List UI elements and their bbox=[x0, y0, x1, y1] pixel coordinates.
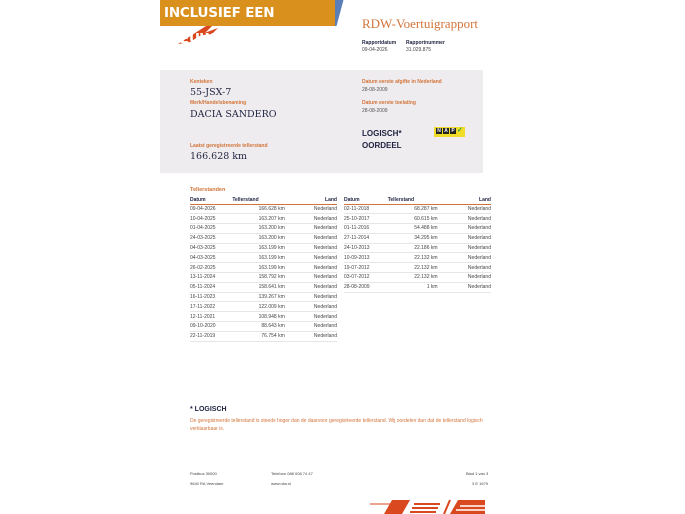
cell-country: Nederland bbox=[452, 204, 491, 214]
cell-reading: 163.200 km bbox=[232, 233, 298, 243]
cell-date: 05-11-2024 bbox=[190, 282, 232, 292]
cell-reading: 68.287 km bbox=[388, 204, 452, 214]
cell-country: Nederland bbox=[299, 253, 337, 263]
table-row bbox=[190, 292, 337, 302]
cell-reading: 54.488 km bbox=[388, 224, 452, 234]
table-row bbox=[190, 204, 337, 214]
footer-page: Blad 1 van 3 bbox=[466, 471, 489, 476]
cell-reading: 166.628 km bbox=[232, 204, 298, 214]
table-row bbox=[344, 214, 491, 224]
cell-reading: 22.132 km bbox=[388, 273, 452, 283]
col-date: Datum bbox=[190, 196, 232, 204]
cell-country: Nederland bbox=[299, 292, 337, 302]
table-row bbox=[190, 263, 337, 273]
report-number-label: Rapportnummer bbox=[406, 40, 445, 46]
table-row bbox=[190, 302, 337, 312]
table-row bbox=[190, 331, 337, 341]
table-row bbox=[190, 214, 337, 224]
odometer: 166.628 km bbox=[190, 151, 248, 162]
col-country: Land bbox=[452, 196, 491, 204]
cell-country: Nederland bbox=[452, 273, 491, 283]
verdict-label: OORDEEL bbox=[362, 141, 402, 150]
table-row bbox=[190, 224, 337, 234]
table-row bbox=[344, 253, 491, 263]
cell-country: Nederland bbox=[452, 253, 491, 263]
verdict-value: LOGISCH* bbox=[362, 129, 402, 138]
col-date: Datum bbox=[344, 196, 388, 204]
report-date: 09-04-2026 bbox=[362, 47, 388, 53]
nap-a: A bbox=[444, 128, 448, 134]
cell-date: 01-04-2025 bbox=[190, 224, 232, 234]
nap-p: P bbox=[451, 128, 455, 134]
cell-date: 19-07-2012 bbox=[344, 263, 388, 273]
cell-date: 24-03-2025 bbox=[190, 233, 232, 243]
cell-date: 27-11-2014 bbox=[344, 233, 388, 243]
cell-country: Nederland bbox=[452, 263, 491, 273]
cell-reading: 163.199 km bbox=[232, 243, 298, 253]
cell-reading: 1 km bbox=[388, 282, 452, 292]
col-reading: Tellerstand bbox=[388, 196, 452, 204]
cell-date: 25-10-2017 bbox=[344, 214, 388, 224]
cell-country: Nederland bbox=[299, 204, 337, 214]
table-row bbox=[190, 273, 337, 283]
cell-date: 28-08-2009 bbox=[344, 282, 388, 292]
cell-date: 16-11-2023 bbox=[190, 292, 232, 302]
first-nl-label: Datum eerste afgifte in Nederland bbox=[362, 79, 442, 85]
note-text: De geregistreerde tellerstand is steeds hoger dan de daarvoor geregistreerde tellerstand. Wij oordelen dan dat de tellerstand logisch verklaarbaar is. bbox=[190, 418, 483, 432]
first-admission-label: Datum eerste toelating bbox=[362, 100, 416, 106]
divider bbox=[200, 173, 483, 175]
footer-code: 3 E 1679 bbox=[472, 481, 489, 486]
plate: 55-JSX-7 bbox=[190, 87, 232, 98]
nap-logo-icon bbox=[434, 127, 465, 137]
table-row bbox=[344, 282, 491, 292]
cell-country: Nederland bbox=[299, 322, 337, 332]
cell-date: 24-10-2013 bbox=[344, 243, 388, 253]
cell-reading: 163.200 km bbox=[232, 224, 298, 234]
first-admission-date: 28-08-2009 bbox=[362, 108, 388, 114]
table-row bbox=[344, 243, 491, 253]
col-reading: Tellerstand bbox=[232, 196, 298, 204]
make: DACIA SANDERO bbox=[190, 109, 277, 120]
cell-reading: 22.186 km bbox=[388, 243, 452, 253]
promo-banner: INCLUSIEF EEN NIEUWE APK bbox=[160, 0, 335, 26]
cell-date: 02-11-2018 bbox=[344, 204, 388, 214]
cell-country: Nederland bbox=[299, 243, 337, 253]
cell-reading: 122.009 km bbox=[232, 302, 298, 312]
table-row bbox=[344, 224, 491, 234]
cell-date: 22-11-2019 bbox=[190, 331, 232, 341]
check-icon: ✓ bbox=[457, 127, 463, 134]
odometer-table-title: Tellerstanden bbox=[190, 187, 226, 193]
cell-date: 26-02-2025 bbox=[190, 263, 232, 273]
cell-country: Nederland bbox=[299, 273, 337, 283]
table-row bbox=[190, 282, 337, 292]
cell-reading: 163.199 km bbox=[232, 253, 298, 263]
footer-phone: Telefoon 088 008 74 47 bbox=[271, 471, 313, 476]
cell-country: Nederland bbox=[452, 243, 491, 253]
cell-reading: 22.132 km bbox=[388, 253, 452, 263]
cell-country: Nederland bbox=[299, 312, 337, 322]
footer-address-2: 9640 RA Veendam bbox=[190, 481, 224, 486]
cell-date: 10-04-2025 bbox=[190, 214, 232, 224]
cell-reading: 88.643 km bbox=[232, 322, 298, 332]
cell-country: Nederland bbox=[299, 282, 337, 292]
cell-date: 13-11-2024 bbox=[190, 273, 232, 283]
rdw-stripes-icon bbox=[370, 498, 485, 514]
col-country: Land bbox=[299, 196, 337, 204]
cell-country: Nederland bbox=[299, 263, 337, 273]
cell-country: Nederland bbox=[452, 214, 491, 224]
cell-date: 04-03-2025 bbox=[190, 253, 232, 263]
cell-country: Nederland bbox=[452, 282, 491, 292]
cell-date: 03-07-2012 bbox=[344, 273, 388, 283]
cell-reading: 76.754 km bbox=[232, 331, 298, 341]
cell-reading: 139.267 km bbox=[232, 292, 298, 302]
table-row bbox=[190, 253, 337, 263]
footer-website[interactable]: www.rdw.nl bbox=[271, 481, 292, 486]
table-row bbox=[344, 233, 491, 243]
first-nl-date: 28-08-2009 bbox=[362, 87, 388, 93]
cell-reading: 34.295 km bbox=[388, 233, 452, 243]
note-heading: * LOGISCH bbox=[190, 406, 227, 413]
cell-date: 01-11-2016 bbox=[344, 224, 388, 234]
cell-date: 04-03-2025 bbox=[190, 243, 232, 253]
nap-n: N bbox=[437, 128, 441, 134]
make-label: Merk/Handelsbenaming bbox=[190, 100, 247, 106]
odometer-label: Laatst geregistreerde tellerstand bbox=[190, 143, 268, 149]
verdict bbox=[362, 128, 402, 152]
cell-reading: 22.132 km bbox=[388, 263, 452, 273]
cell-country: Nederland bbox=[299, 214, 337, 224]
table-row bbox=[190, 322, 337, 332]
cell-country: Nederland bbox=[299, 302, 337, 312]
table-row bbox=[344, 204, 491, 214]
table-row bbox=[344, 263, 491, 273]
table-row bbox=[190, 312, 337, 322]
odometer-table-left bbox=[190, 196, 337, 342]
table-row bbox=[190, 233, 337, 243]
odometer-table-right bbox=[344, 196, 491, 293]
report-number: 31.029.875 bbox=[406, 47, 432, 53]
report-title: RDW-Voertuigrapport bbox=[362, 16, 479, 31]
cell-reading: 108.948 km bbox=[232, 312, 298, 322]
cell-date: 09-10-2020 bbox=[190, 322, 232, 332]
table-row bbox=[190, 243, 337, 253]
cell-reading: 158.641 km bbox=[232, 282, 298, 292]
cell-country: Nederland bbox=[452, 224, 491, 234]
cell-date: 09-04-2026 bbox=[190, 204, 232, 214]
cell-reading: 60.615 km bbox=[388, 214, 452, 224]
cell-country: Nederland bbox=[452, 233, 491, 243]
plate-label: Kenteken bbox=[190, 79, 213, 85]
report-date-label: Rapportdatum bbox=[362, 40, 397, 46]
cell-country: Nederland bbox=[299, 224, 337, 234]
cell-reading: 158.792 km bbox=[232, 273, 298, 283]
cell-country: Nederland bbox=[299, 331, 337, 341]
cell-date: 12-11-2021 bbox=[190, 312, 232, 322]
cell-reading: 163.199 km bbox=[232, 263, 298, 273]
cell-date: 10-09-2013 bbox=[344, 253, 388, 263]
cell-country: Nederland bbox=[299, 233, 337, 243]
cell-reading: 163.207 km bbox=[232, 214, 298, 224]
table-row bbox=[344, 273, 491, 283]
footer-address-1: Postbus 30000 bbox=[190, 471, 217, 476]
cell-date: 17-11-2022 bbox=[190, 302, 232, 312]
